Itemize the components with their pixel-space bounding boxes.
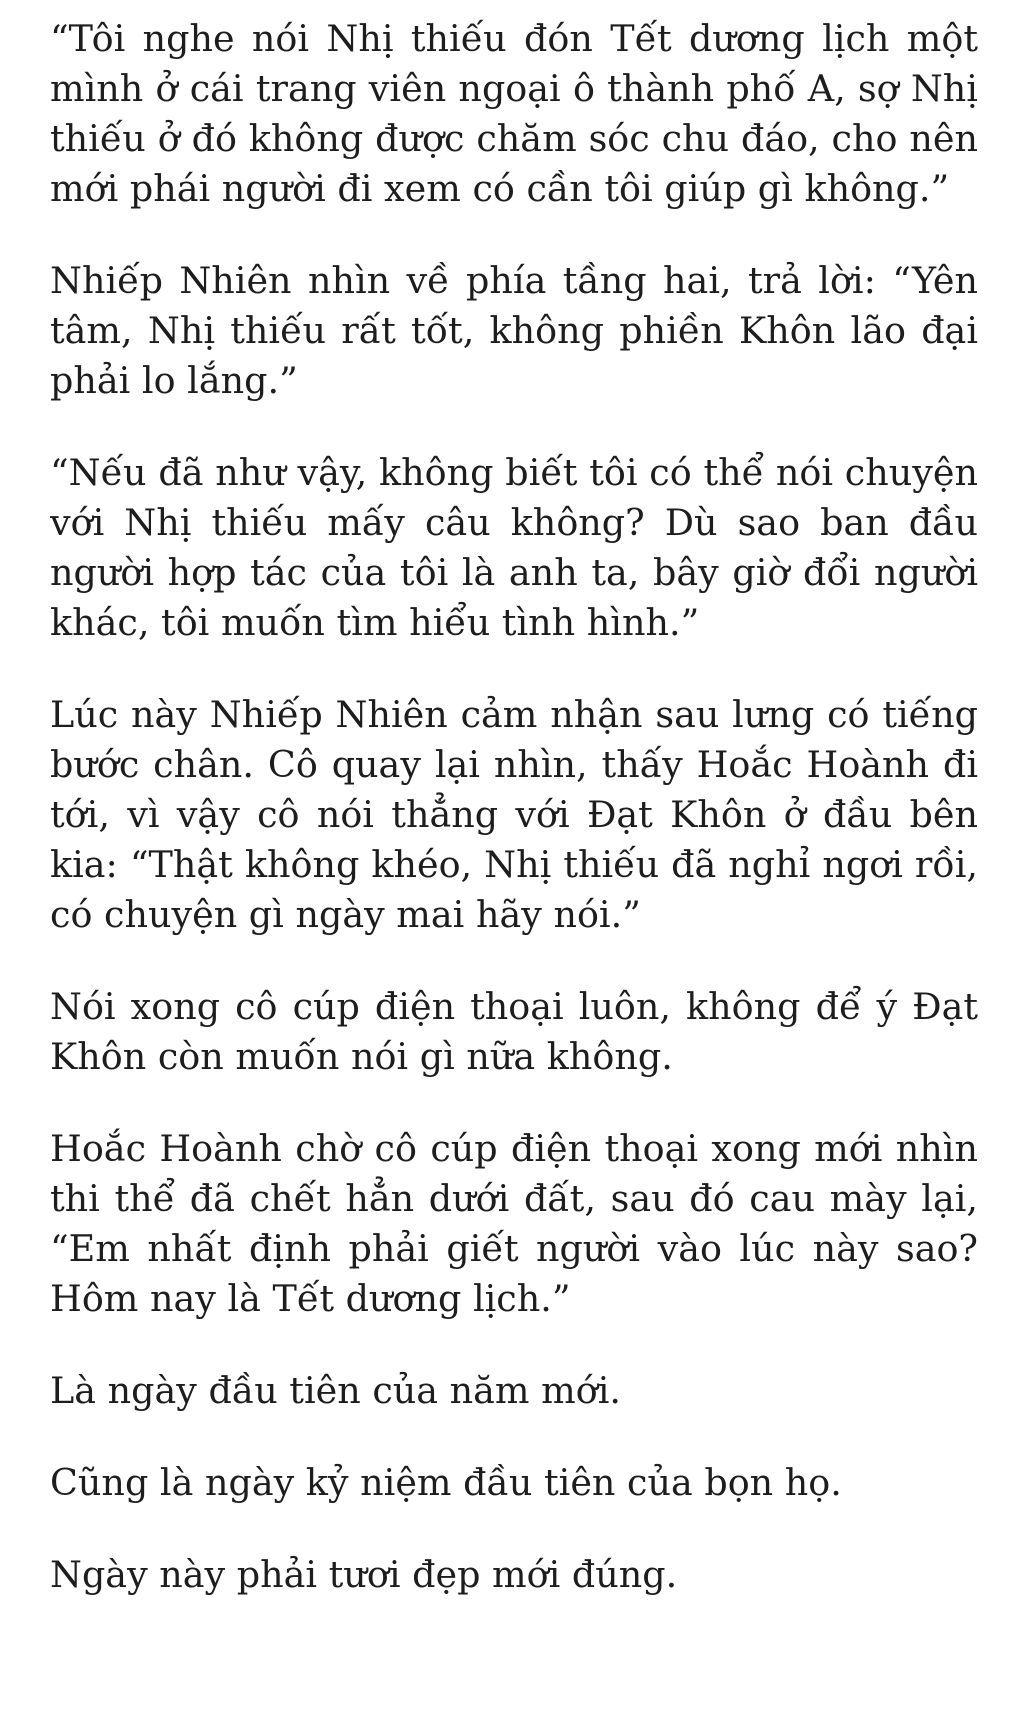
paragraph: Nhiếp Nhiên nhìn về phía tầng hai, trả lời: “Yên tâm, Nhị thiếu rất tốt, không phiền Khôn lão đại phải lo lắng.” [50,259,978,402]
paragraph: Cũng là ngày kỷ niệm đầu tiên của bọn họ. [50,1461,842,1504]
paragraph: “Tôi nghe nói Nhị thiếu đón Tết dương lịch một mình ở cái trang viên ngoại ô thành phố A, sợ Nhị thiếu ở đó không được chăm sóc chu đáo, cho nên mới phái người đi xem có cần tôi giúp gì không.” [50,17,978,210]
paragraph: Ngày này phải tươi đẹp mới đúng. [50,1553,678,1596]
paragraph: Nói xong cô cúp điện thoại luôn, không để ý Đạt Khôn còn muốn nói gì nữa không. [50,985,978,1078]
paragraph: “Nếu đã như vậy, không biết tôi có thể nói chuyện với Nhị thiếu mấy câu không? Dù sao ban đầu người hợp tác của tôi là anh ta, bây giờ đổi người khác, tôi muốn tìm hiểu tình hình.” [50,451,978,644]
paragraph: Là ngày đầu tiên của năm mới. [50,1369,622,1412]
paragraph: Lúc này Nhiếp Nhiên cảm nhận sau lưng có tiếng bước chân. Cô quay lại nhìn, thấy Hoắc Hoành đi tới, vì vậy cô nói thẳng với Đạt Khôn ở đầu bên kia: “Thật không khéo, Nhị thiếu đã nghỉ ngơi rồi, có chuyện gì ngày mai hãy nói.” [50,693,978,936]
reading-content [50,14,978,1600]
paragraph: Hoắc Hoành chờ cô cúp điện thoại xong mới nhìn thi thể đã chết hẳn dưới đất, sau đó cau mày lại, “Em nhất định phải giết người vào lúc này sao? Hôm nay là Tết dương lịch.” [50,1127,978,1320]
